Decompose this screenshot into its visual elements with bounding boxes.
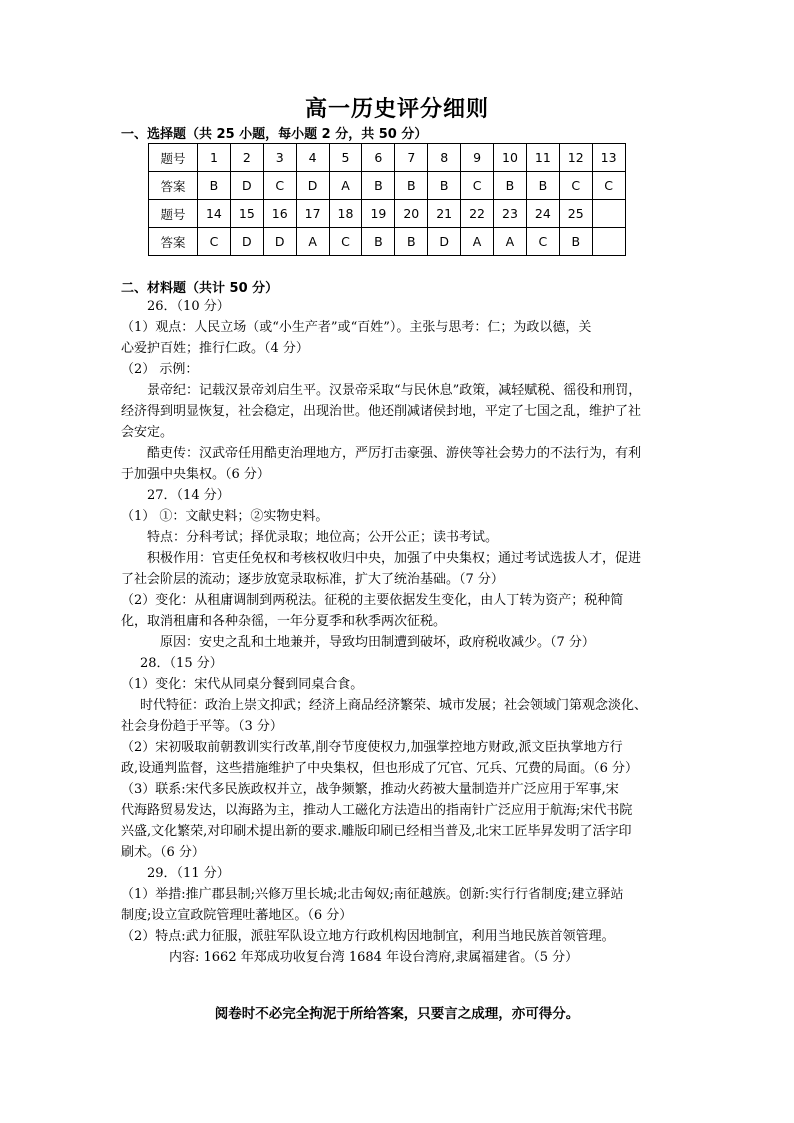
answer-cell: B	[362, 172, 395, 200]
answer-cell: D	[230, 228, 263, 256]
table-row	[149, 144, 626, 172]
question-number: 9	[461, 144, 494, 172]
answer-line: （1） ①：文献史料；②实物史料。	[121, 509, 329, 524]
answer-cell: B	[526, 172, 559, 200]
answer-cell: C	[198, 228, 231, 256]
question-number: 22	[461, 200, 494, 228]
answer-cell: C	[263, 172, 296, 200]
answer-cell: A	[296, 228, 329, 256]
section1-heading: 一、选择题（共 25 小题，每小题 2 分，共 50 分）	[121, 127, 428, 142]
question-number: 14	[198, 200, 231, 228]
answer-line: （1）变化：宋代从同桌分餐到同桌合食。	[121, 677, 364, 692]
question-number: 4	[296, 144, 329, 172]
answer-line: 政,设通判监督，这些措施维护了中央集权，但也形成了冗官、冗兵、冗费的局面。（6 分）	[121, 761, 639, 776]
answer-cell: C	[526, 228, 559, 256]
answer-line: 积极作用：官吏任免权和考核权收归中央，加强了中央集权；通过考试选拔人才，促进	[147, 551, 642, 566]
answer-cell: A	[329, 172, 362, 200]
answer-line: 制度;设立宣政院管理吐蕃地区。（6 分）	[121, 908, 353, 923]
answer-line: 代海路贸易发达，以海路为主，推动人工磁化方法造出的指南针广泛应用于航海;宋代书院	[121, 803, 633, 818]
answer-cell: C	[461, 172, 494, 200]
answer-cell: B	[428, 172, 461, 200]
answer-line: 原因：安史之乱和土地兼并，导致均田制遭到破坏，政府税收减少。（7 分）	[160, 635, 595, 650]
answer-line: 刷术。（6 分）	[121, 845, 205, 860]
question-number: 15	[230, 200, 263, 228]
answer-cell: C	[592, 172, 625, 200]
answer-line: 景帝纪：记载汉景帝刘启生平。汉景帝采取“与民休息”政策，减轻赋税、徭役和刑罚，	[147, 383, 642, 398]
answer-cell: D	[263, 228, 296, 256]
row-label: 题号	[149, 200, 198, 228]
question-number: 16	[263, 200, 296, 228]
question-heading: 29．（11 分）	[147, 866, 230, 881]
question-heading: 26．（10 分）	[147, 299, 230, 314]
answer-cell: D	[296, 172, 329, 200]
answer-line: 心爱护百姓；推行仁政。（4 分）	[121, 341, 309, 356]
question-number: 19	[362, 200, 395, 228]
question-number: 1	[198, 144, 231, 172]
question-number: 12	[559, 144, 592, 172]
question-number: 17	[296, 200, 329, 228]
answer-cell: B	[559, 228, 592, 256]
answer-cell: A	[461, 228, 494, 256]
answer-line: 兴盛,文化繁荣,对印刷术提出新的要求.雕版印刷已经相当普及,北宋工匠毕昇发明了活字印	[121, 824, 632, 839]
answer-line: （2）宋初吸取前朝教训实行改革,削夺节度使权力,加强掌控地方财政,派文臣执掌地方行	[121, 740, 623, 755]
answer-line: （1）举措:推广郡县制;兴修万里长城;北击匈奴;南征越族。创新:实行行省制度;建立驿站	[121, 887, 624, 902]
row-label: 答案	[149, 228, 198, 256]
answer-cell	[592, 228, 625, 256]
answer-cell: D	[230, 172, 263, 200]
answer-cell: D	[428, 228, 461, 256]
page-title: 高一历史评分细则	[304, 97, 489, 122]
answer-line: （3）联系:宋代多民族政权并立，战争频繁，推动火药被大量制造并广泛应用于军事,宋	[121, 782, 619, 797]
answer-line: （1）观点：人民立场（或“小生产者”或“百姓”）。主张与思考：仁；为政以德，关	[121, 320, 592, 335]
answer-line: 时代特征：政治上崇文抑武；经济上商品经济繁荣、城市发展；社会领域门第观念淡化、	[140, 698, 648, 713]
table-row	[149, 200, 626, 228]
answer-line: （2）特点:武力征服，派驻军队设立地方行政机构因地制宜，利用当地民族首领管理。	[121, 929, 615, 944]
question-number: 21	[428, 200, 461, 228]
table-row	[149, 228, 626, 256]
question-number: 7	[395, 144, 428, 172]
answer-line: 经济得到明显恢复，社会稳定，出现治世。他还削减诸侯封地，平定了七国之乱，维护了社	[121, 404, 642, 419]
answer-table	[148, 143, 626, 256]
answer-cell: B	[362, 228, 395, 256]
question-number: 2	[230, 144, 263, 172]
answer-line: 酷吏传：汉武帝任用酷吏治理地方，严厉打击豪强、游侠等社会势力的不法行为，有利	[147, 446, 642, 461]
question-number: 23	[494, 200, 527, 228]
question-number: 18	[329, 200, 362, 228]
question-number: 8	[428, 144, 461, 172]
question-number: 25	[559, 200, 592, 228]
answer-line: 于加强中央集权。（6 分）	[121, 467, 270, 482]
question-heading: 28．（15 分）	[140, 656, 223, 671]
row-label: 答案	[149, 172, 198, 200]
answer-cell: C	[329, 228, 362, 256]
answer-cell: B	[494, 172, 527, 200]
question-number: 11	[526, 144, 559, 172]
table-row	[149, 172, 626, 200]
question-number: 6	[362, 144, 395, 172]
answer-line: 特点：分科考试；择优录取；地位高；公开公正；读书考试。	[147, 530, 499, 545]
answer-cell: C	[559, 172, 592, 200]
question-number: 24	[526, 200, 559, 228]
question-number	[592, 200, 625, 228]
answer-line: 社会身份趋于平等。（3 分）	[121, 719, 283, 734]
question-number: 20	[395, 200, 428, 228]
answer-line: 了社会阶层的流动；逐步放宽录取标准，扩大了统治基础。（7 分）	[121, 572, 504, 587]
answer-line: （2） 示例：	[121, 362, 199, 377]
answer-line: 内容: 1662 年郑成功收复台湾 1684 年设台湾府,隶属福建省。（5 分）	[169, 950, 579, 965]
question-number: 10	[494, 144, 527, 172]
answer-line: （2）变化：从租庸调制到两税法。征税的主要依据发生变化，由人丁转为资产；税种简	[121, 593, 624, 608]
row-label: 题号	[149, 144, 198, 172]
answer-cell: B	[395, 172, 428, 200]
answer-cell: A	[494, 228, 527, 256]
section2-heading: 二、材料题（共计 50 分）	[121, 281, 279, 296]
answer-cell: B	[198, 172, 231, 200]
answer-line: 化，取消租庸和各种杂徭，一年分夏季和秋季两次征税。	[121, 614, 447, 629]
grading-note: 阅卷时不必完全拘泥于所给答案，只要言之成理，亦可得分。	[214, 1006, 580, 1022]
answer-line: 会安定。	[121, 425, 174, 440]
question-number: 5	[329, 144, 362, 172]
question-heading: 27．（14 分）	[147, 488, 230, 503]
question-number: 3	[263, 144, 296, 172]
question-number: 13	[592, 144, 625, 172]
answer-cell: B	[395, 228, 428, 256]
